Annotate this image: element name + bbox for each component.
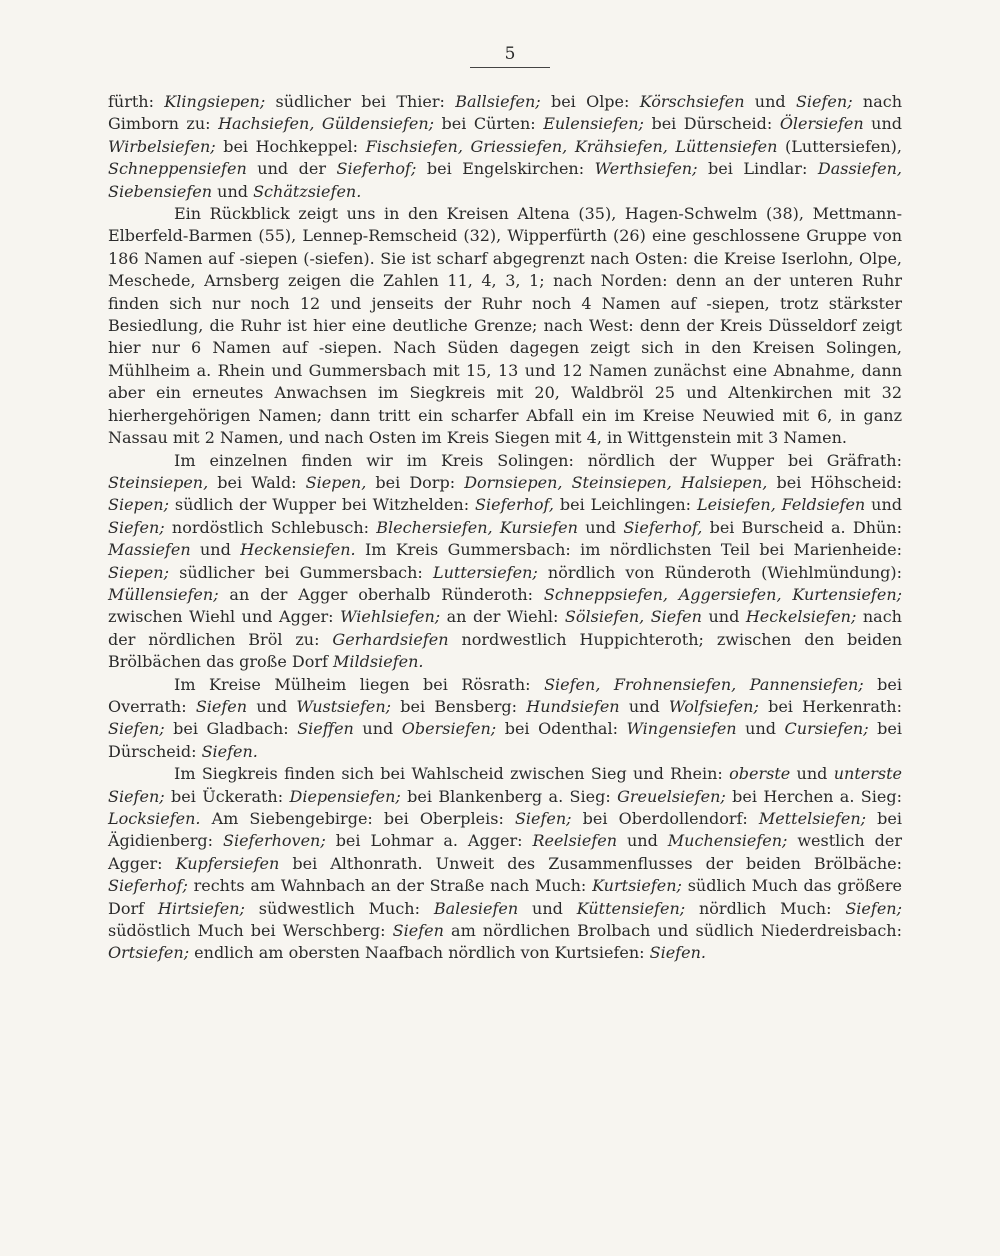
text-run: bei Engelskirchen: xyxy=(416,159,595,179)
text-run: und xyxy=(744,92,796,111)
text-run: bei Bensberg: xyxy=(391,696,527,716)
place-name: Mildsiefen. xyxy=(333,652,424,672)
place-name: Kupfersiefen xyxy=(175,853,280,873)
text-run: nach Gimborn zu: xyxy=(108,92,902,134)
text-run: endlich am obersten Naafbach nördlich von Kurtsiefen: xyxy=(189,943,650,963)
place-name: Kurtsiefen; xyxy=(592,876,682,896)
text-run: rechts am Wahnbach an der Straße nach Much: xyxy=(187,876,593,896)
text-run: nordöstlich Schlebusch: xyxy=(164,517,377,537)
text-run: und xyxy=(617,831,668,851)
place-name: Siefen. xyxy=(649,943,706,963)
text-run: bei Ückerath: xyxy=(164,786,290,806)
place-name: Wirbelsiefen; xyxy=(108,136,216,156)
text-run: bei Leichlingen: xyxy=(553,495,697,515)
place-name: Sieferhoven; xyxy=(223,831,326,851)
place-name: Sieferhof; xyxy=(336,159,417,179)
text-run: bei Burscheid a. Dhün: xyxy=(702,517,902,537)
place-name: Luttersiefen; xyxy=(432,562,538,582)
place-name: Siefen. xyxy=(201,741,258,761)
text-run: Im Kreise Mülheim liegen bei Rösrath: xyxy=(174,674,545,694)
place-name: Küttensiefen; xyxy=(576,898,686,918)
text-run: und xyxy=(247,696,297,716)
place-name: Obersiefen; xyxy=(401,719,497,739)
text-run: bei Herkenrath: xyxy=(758,696,902,716)
text-run: bei Dürscheid: xyxy=(643,114,780,134)
place-name: Wustsiefen; xyxy=(296,696,392,716)
place-name: Heckelsiefen; xyxy=(745,607,857,627)
text-run: und xyxy=(863,114,903,134)
place-name: Mettelsiefen; xyxy=(758,809,867,828)
text-run: südöstlich Much bei Werschberg: xyxy=(108,921,393,941)
place-name: Muchensiefen; xyxy=(667,831,788,851)
place-name: Eulensiefen; xyxy=(543,114,644,134)
paragraph xyxy=(108,674,902,764)
place-name: Klingsiepen; xyxy=(164,92,266,111)
text-run: und xyxy=(736,719,785,739)
place-name: oberste xyxy=(729,764,791,784)
text-run: und xyxy=(212,181,254,201)
place-name: Wingensiefen xyxy=(626,719,737,739)
place-name: Heckensiefen. xyxy=(240,540,356,560)
place-name: Siefen, Frohnensiefen, Pannensiefen; xyxy=(544,674,864,694)
place-name: Siepen; xyxy=(108,562,169,582)
place-name: Schneppensiefen xyxy=(108,159,247,179)
place-name: Fischsiefen, Griessiefen, Krähsiefen, Lüttensiefen xyxy=(365,136,778,156)
text-run: westlich der Agger: xyxy=(108,831,902,873)
text-run: südlich der Wupper bei Witzhelden: xyxy=(168,495,476,515)
text-run: Ein Rückblick zeigt uns in den Kreisen Altena (35), Hagen-Schwelm (38), Mettmann-Elberfeld-Barmen (55), Lennep-Remscheid (32), Wipperfürth (26) eine geschlossene Gruppe von 186 Namen auf -siepen (-siefen). Sie ist scharf abgegrenzt nach Osten: die Kreise Iserlohn, Olpe, Meschede, Arnsberg zeigen die Zahlen 11, 4, 3, 1; nach Norden: denn an der unteren Ruhr finden sich nur noch 12 und jenseits der Ruhr noch 4 Namen auf -siepen, trotz stärkster Besiedlung, die Ruhr ist hier eine deutliche Grenze; nach West: denn der Kreis Düsseldorf zeigt hier nur 6 Namen auf -siepen. Nach Süden dagegen zeigt sich in den Kreisen Solingen, Mühlheim a. Rhein und Gummersbach mit 15, 13 und 12 Namen zunächst eine Abnahme, dann aber ein erneutes Anwachsen im Siegkreis mit 20, Waldbröl 25 und Altenkirchen mit 32 hierhergehörigen Namen; dann tritt ein scharfer Abfall ein im Kreise Neuwied mit 6, in ganz Nassau mit 2 Namen, und nach Osten im Kreis Siegen mit 4, in Wittgenstein mit 3 Namen. xyxy=(108,204,902,448)
paragraph xyxy=(108,763,902,965)
text-run: bei Lohmar a. Agger: xyxy=(325,831,533,851)
place-name: Massiefen xyxy=(108,540,191,560)
place-name: Sölsiefen, Siefen xyxy=(564,607,702,627)
text-run: südlicher bei Thier: xyxy=(265,92,456,111)
text-run: südwestlich Much: xyxy=(244,898,434,918)
place-name: Dassiefen, Siebensiefen xyxy=(108,159,903,201)
place-name: Körschsiefen xyxy=(639,92,745,111)
text-run: bei Wald: xyxy=(208,472,306,492)
place-name: Hachsiefen, Güldensiefen; xyxy=(218,114,435,134)
text-run: bei Dürscheid: xyxy=(108,719,902,761)
text-run: Im Siegkreis finden sich bei Wahlscheid zwischen Sieg und Rhein: xyxy=(174,764,730,784)
place-name: Ortsiefen; xyxy=(108,943,190,963)
text-run: bei Olpe: xyxy=(540,92,640,111)
text-run: bei Gladbach: xyxy=(164,719,298,739)
place-name: Schätzsiefen. xyxy=(253,181,362,201)
place-name: Greuelsiefen; xyxy=(617,786,726,806)
text-run: bei Oberdollendorf: xyxy=(571,809,759,828)
text-run: und xyxy=(577,517,624,537)
paragraph xyxy=(108,91,902,203)
text-run: südlich Much das größere Dorf xyxy=(108,876,902,918)
place-name: Dornsiepen, Steinsiepen, Halsiepen, xyxy=(464,472,768,492)
place-name: Blechersiefen, Kursiefen xyxy=(376,517,578,537)
place-name: Reelsiefen xyxy=(532,831,618,851)
place-name: Diepensiefen; xyxy=(289,786,401,806)
text-run: an der Wiehl: xyxy=(440,607,565,627)
text-run: fürth: xyxy=(108,92,165,111)
place-name: Cursiefen; xyxy=(784,719,869,739)
text-run: und xyxy=(701,607,746,627)
place-name: Sieferhof; xyxy=(108,876,188,896)
text-run: bei Overrath: xyxy=(108,674,902,716)
place-name: Gerhardsiefen xyxy=(332,629,449,649)
page-number: 5 xyxy=(470,44,550,68)
text-run: Im einzelnen finden wir im Kreis Solingen: nördlich der Wupper bei Gräfrath: xyxy=(174,450,902,470)
text-run: und xyxy=(619,696,669,716)
place-name: Wolfsiefen; xyxy=(668,696,759,716)
text-run: bei Odenthal: xyxy=(496,719,627,739)
text-run: bei Herchen a. Sieg: xyxy=(725,786,902,806)
text-run: nach der nördlichen Bröl zu: xyxy=(108,607,902,649)
text-run: nordwestlich Huppichteroth; zwischen den beiden Brölbächen das große Dorf xyxy=(108,629,903,672)
text-run: und der xyxy=(246,159,337,179)
text-run: an der Agger oberhalb Ründeroth: xyxy=(218,584,544,604)
place-name: Siefen; xyxy=(108,517,165,537)
body-text xyxy=(108,91,902,965)
text-run: Im Kreis Gummersbach: im nördlichsten Teil bei Marienheide: xyxy=(355,540,902,560)
place-name: Wiehlsiefen; xyxy=(340,607,441,627)
paragraph xyxy=(108,450,902,674)
place-name: Ballsiefen; xyxy=(455,92,541,111)
place-name: Siefen; xyxy=(845,898,902,918)
text-run: südlicher bei Gummersbach: xyxy=(168,562,433,582)
text-run: und xyxy=(865,495,902,515)
text-run: bei Althonrath. Unweit des Zusammenflusses der beiden Brölbäche: xyxy=(279,853,902,873)
text-run: bei Dorp: xyxy=(366,472,465,492)
place-name: Balesiefen xyxy=(433,898,519,918)
place-name: Siefen xyxy=(195,696,248,716)
place-name: Siefen; xyxy=(514,809,572,828)
place-name: Siepen; xyxy=(108,495,169,515)
place-name: Steinsiepen, xyxy=(108,472,209,492)
place-name: Siefen; xyxy=(108,719,165,739)
place-name: Sieferhof, xyxy=(475,495,554,515)
text-run: bei Höhscheid: xyxy=(767,472,903,492)
place-name: Siefen; xyxy=(795,92,853,111)
place-name: Hirtsiefen; xyxy=(157,898,245,918)
place-name: Siepen, xyxy=(305,472,367,492)
place-name: Sieferhof, xyxy=(623,517,703,537)
text-run: und xyxy=(190,540,241,560)
place-name: Hundsiefen xyxy=(526,696,620,716)
text-run: und xyxy=(790,764,834,784)
text-run: bei Cürten: xyxy=(434,114,544,134)
text-run: bei Blankenberg a. Sieg: xyxy=(400,786,618,806)
place-name: Werthsiefen; xyxy=(594,159,698,179)
text-run: und xyxy=(518,898,577,918)
place-name: unterste Siefen; xyxy=(108,764,902,806)
place-name: Locksiefen. xyxy=(108,809,201,828)
place-name: Ölersiefen xyxy=(779,114,864,134)
place-name: Leisiefen, Feldsiefen xyxy=(696,495,866,515)
text-run: bei Lindlar: xyxy=(697,159,818,179)
text-run: zwischen Wiehl und Agger: xyxy=(108,607,341,627)
text-run: Am Siebengebirge: bei Oberpleis: xyxy=(200,809,515,828)
text-run: nördlich von Ründeroth (Wiehlmündung): xyxy=(537,562,902,582)
place-name: Müllensiefen; xyxy=(108,584,219,604)
text-run: am nördlichen Brolbach und südlich Niederdreisbach: xyxy=(443,921,902,941)
text-run: bei Hochkeppel: xyxy=(215,136,366,156)
place-name: Schneppsiefen, Aggersiefen, Kurtensiefen; xyxy=(543,584,903,604)
place-name: Siefen xyxy=(392,921,444,941)
text-run: (Luttersiefen), xyxy=(777,136,902,156)
text-run: und xyxy=(353,719,402,739)
text-run: bei Ägidienberg: xyxy=(108,809,903,851)
text-run: nördlich Much: xyxy=(685,898,846,918)
place-name: Sieffen xyxy=(297,719,354,739)
paragraph xyxy=(108,203,902,449)
